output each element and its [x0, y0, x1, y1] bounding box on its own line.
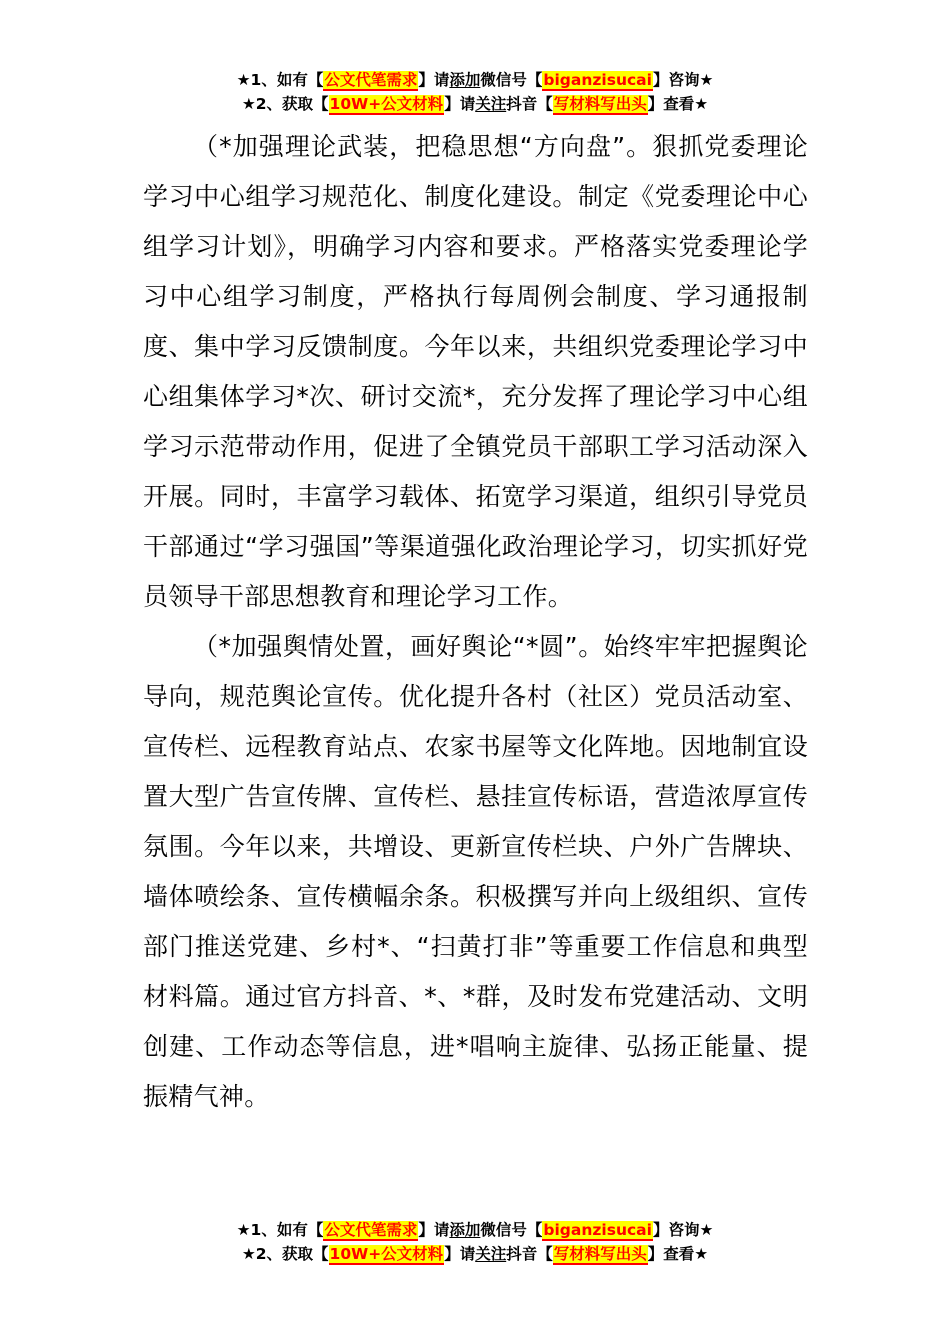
promo-highlight: 公文代笔需求: [324, 1221, 418, 1239]
paragraph-theory-study: （*加强理论武装，把稳思想“方向盘”。狠抓党委理论学习中心组学习规范化、制度化建设。制定《党委理论中心组学习计划》，明确学习内容和要求。严格落实党委理论学习中心组学习制度，严格执行每周例会制度、学习通报制度、集中学习反馈制度。今年以来，共组织党委理论学习中心组集体学习*次、研讨交流*，充分发挥了理论学习中心组学习示范带动作用，促进了全镇党员干部职工学习活动深入开展。同时，丰富学习载体、拓宽学习渠道，组织引导党员干部通过“学习强国”等渠道强化政治理论学习，切实抓好党员领导干部思想教育和理论学习工作。: [143, 132, 808, 611]
promo-text: ★2、获取【: [241, 95, 329, 113]
promo-highlight: biganzisucai: [543, 71, 652, 89]
promo-line-2: [0, 92, 950, 116]
document-body: [143, 122, 808, 1122]
promo-text: 】查看★: [647, 1245, 709, 1263]
promo-text: 】咨询★: [652, 71, 714, 89]
promo-line-1: [0, 68, 950, 92]
promo-highlight: 10W+公文材料: [329, 95, 444, 113]
promo-underlined: 添加: [449, 1221, 481, 1239]
promo-line-2: [0, 1242, 950, 1266]
promo-highlight: 10W+公文材料: [329, 1245, 444, 1263]
promo-text: ★2、获取【: [241, 1245, 329, 1263]
top-promo-banner: [0, 68, 950, 116]
promo-text: 】请: [418, 71, 450, 89]
promo-highlight: 公文代笔需求: [324, 71, 418, 89]
promo-highlight: 写材料写出头: [553, 95, 647, 113]
promo-text: ★1、如有【: [236, 1221, 324, 1239]
promo-text: 微信号【: [480, 71, 543, 89]
promo-underlined: 关注: [475, 95, 507, 113]
promo-text: 】请: [444, 95, 476, 113]
promo-text: 抖音【: [506, 1245, 553, 1263]
promo-underlined: 关注: [475, 1245, 507, 1263]
promo-text: 微信号【: [480, 1221, 543, 1239]
promo-text: 】查看★: [647, 95, 709, 113]
promo-text: ★1、如有【: [236, 71, 324, 89]
promo-text: 】请: [418, 1221, 450, 1239]
promo-highlight: 写材料写出头: [553, 1245, 647, 1263]
promo-text: 抖音【: [506, 95, 553, 113]
promo-highlight: biganzisucai: [543, 1221, 652, 1239]
bottom-promo-banner: [0, 1218, 950, 1266]
promo-underlined: 添加: [449, 71, 481, 89]
promo-text: 】请: [444, 1245, 476, 1263]
promo-text: 】咨询★: [652, 1221, 714, 1239]
promo-line-1: [0, 1218, 950, 1242]
paragraph-public-opinion: （*加强舆情处置，画好舆论“*圆”。始终牢牢把握舆论导向，规范舆论宣传。优化提升各村（社区）党员活动室、宣传栏、远程教育站点、农家书屋等文化阵地。因地制宜设置大型广告宣传牌、宣传栏、悬挂宣传标语，营造浓厚宣传氛围。今年以来，共增设、更新宣传栏块、户外广告牌块、墙体喷绘条、宣传横幅余条。积极撰写并向上级组织、宣传部门推送党建、乡村*、“扫黄打非”等重要工作信息和典型材料篇。通过官方抖音、*、*群，及时发布党建活动、文明创建、工作动态等信息，进*唱响主旋律、弘扬正能量、提振精气神。: [143, 632, 808, 1111]
